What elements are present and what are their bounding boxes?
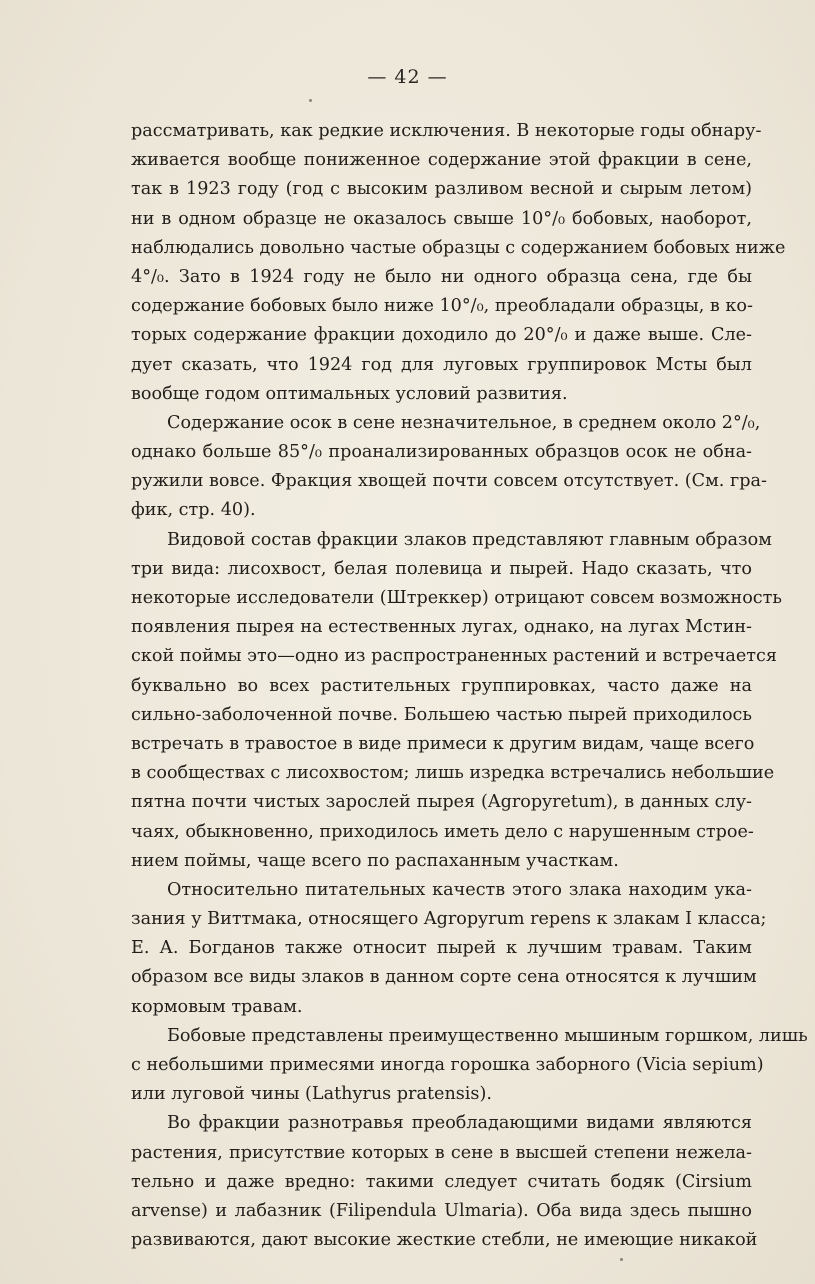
text-line: дует сказать, что 1924 год для луговых группировок Мсты был (131, 354, 752, 375)
print-speck (309, 99, 312, 102)
text-line: ружили вовсе. Фракция хвощей почти совсем отсутствует. (См. гра- (131, 471, 767, 492)
paragraph (131, 876, 767, 1022)
body-text (131, 117, 808, 1255)
text-line: появления пырея на естественных лугах, однако, на лугах Мстин- (131, 617, 752, 638)
text-line: arvense) и лабазник (Filipendula Ulmaria). Оба вида здесь пышно (131, 1200, 752, 1221)
text-line: или луговой чины (Lathyrus pratensis). (131, 1084, 492, 1105)
text-line: зания у Виттмака, относящего Agropyrum repens к злакам I класса; (131, 909, 767, 930)
paragraph (131, 1022, 808, 1110)
text-line: 4°/₀. Зато в 1924 году не было ни одного образца сена, где бы (131, 266, 752, 287)
text-line: встречать в травостое в виде примеси к другим видам, чаще всего (131, 733, 755, 754)
text-line: тельно и даже вредно: такими следует считать бодяк (Cirsium (131, 1171, 752, 1192)
text-line: Е. А. Богданов также относит пырей к лучшим травам. Таким (131, 938, 752, 959)
text-line: Видовой состав фракции злаков представляют главным образом (167, 529, 772, 550)
text-line: торых содержание фракции доходило до 20°/₀ и даже выше. Сле- (131, 325, 752, 346)
text-line: Содержание осок в сене незначительное, в среднем около 2°/₀, (167, 412, 761, 433)
text-line: фик, стр. 40). (131, 500, 256, 521)
text-line: рассматривать, как редкие исключения. В некоторые годы обнару- (131, 121, 762, 141)
text-line: содержание бобовых было ниже 10°/₀, преобладали образцы, в ко- (131, 296, 753, 317)
text-line: образом все виды злаков в данном сорте сена относятся к лучшим (131, 967, 757, 988)
text-line: с небольшими примесями иногда горошка заборного (Vicia sepium) (131, 1055, 764, 1075)
text-line: ни в одном образце не оказалось свыше 10°/₀ бобовых, наоборот, (131, 208, 752, 229)
paragraph (131, 117, 786, 409)
text-line: живается вообще пониженное содержание этой фракции в сене, (131, 150, 752, 171)
text-line: так в 1923 году (год с высоким разливом весной и сырым летом) (131, 179, 752, 200)
text-line: в сообществах с лисохвостом; лишь изредка встречались небольшие (131, 763, 775, 784)
text-line: нием поймы, чаще всего по распаханным участкам. (131, 850, 619, 871)
paragraph (131, 409, 767, 526)
text-line: чаях, обыкновенно, приходилось иметь дело с нарушенным строе- (131, 821, 754, 842)
text-line: буквально во всех растительных группировках, часто даже на (131, 675, 752, 696)
text-line: три вида: лисохвост, белая полевица и пырей. Надо сказать, что (131, 558, 752, 579)
text-line: Бобовые представлены преимущественно мышиным горшком, лишь (167, 1025, 808, 1046)
text-line: Во фракции разнотравья преобладающими видами являются (167, 1113, 752, 1134)
paragraph (131, 1109, 758, 1255)
text-line: пятна почти чистых зарослей пырея (Agropyretum), в данных слу- (131, 792, 752, 813)
text-line: некоторые исследователи (Штреккер) отрицают совсем возможность (131, 588, 782, 608)
text-line: Относительно питательных качеств этого злака находим ука- (167, 879, 752, 900)
text-line: однако больше 85°/₀ проанализированных образцов осок не обна- (131, 442, 752, 463)
text-line: вообще годом оптимальных условий развития. (131, 383, 568, 404)
text-line: наблюдались довольно частые образцы с содержанием бобовых ниже (131, 237, 786, 258)
paragraph (131, 526, 782, 876)
text-line: сильно-заболоченной почве. Большею частью пырей приходилось (131, 704, 752, 725)
page-number: — 42 — (367, 66, 448, 88)
text-line: кормовым травам. (131, 996, 303, 1017)
text-line: ской поймы это—одно из распространенных растений и встречается (131, 646, 777, 667)
text-line: растения, присутствие которых в сене в высшей степени нежела- (131, 1142, 752, 1163)
print-speck (620, 1258, 623, 1261)
text-line: развиваются, дают высокие жесткие стебли, не имеющие никакой (131, 1230, 758, 1251)
